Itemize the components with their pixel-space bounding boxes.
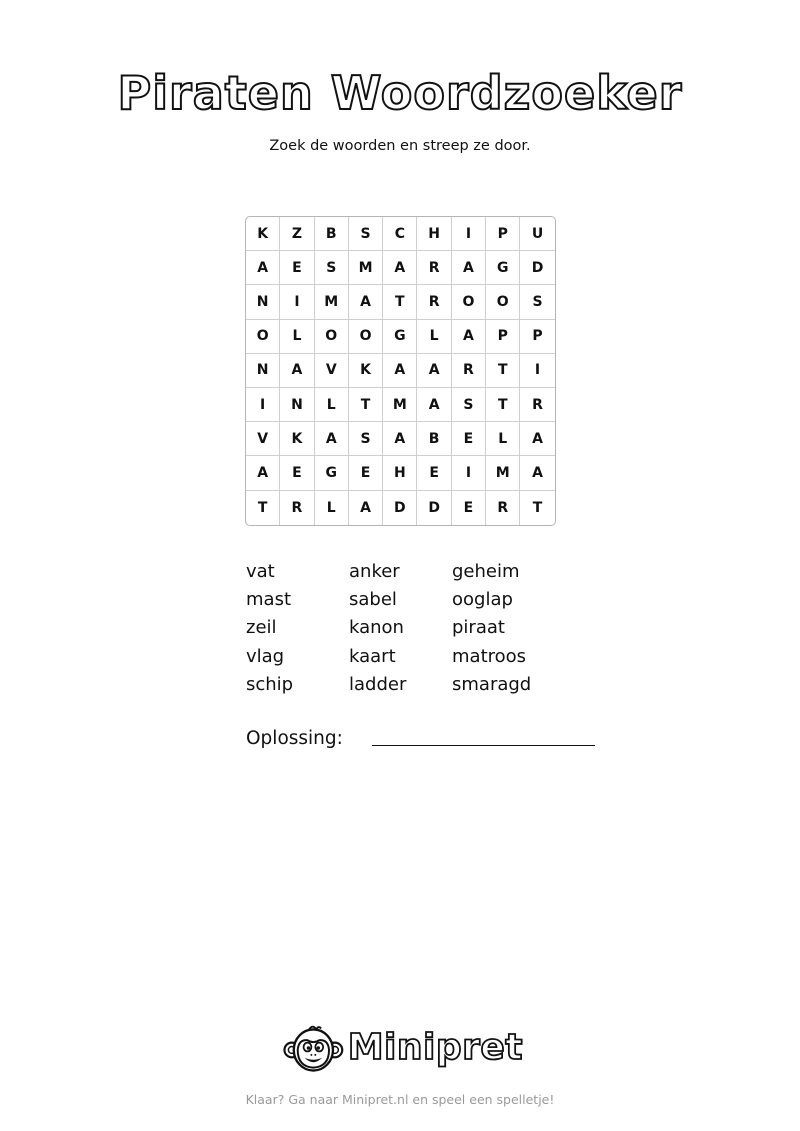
grid-cell[interactable]: S: [349, 217, 383, 251]
grid-cell[interactable]: A: [349, 491, 383, 525]
grid-cell[interactable]: T: [383, 285, 417, 319]
grid-cell[interactable]: T: [486, 354, 520, 388]
monkey-face-icon: [283, 1020, 344, 1076]
grid-cell[interactable]: R: [486, 491, 520, 525]
grid-cell[interactable]: M: [349, 251, 383, 285]
grid-cell[interactable]: A: [417, 354, 451, 388]
grid-cell[interactable]: S: [452, 388, 486, 422]
grid-cell[interactable]: T: [486, 388, 520, 422]
grid-cell[interactable]: M: [383, 388, 417, 422]
grid-cell[interactable]: D: [520, 251, 554, 285]
grid-cell[interactable]: C: [383, 217, 417, 251]
word-list-item: smaragd: [452, 673, 532, 695]
grid-cell[interactable]: I: [452, 456, 486, 490]
grid-cell[interactable]: T: [246, 491, 280, 525]
word-list-item: geheim: [452, 561, 520, 582]
word-list-item: matroos: [452, 645, 527, 667]
word-list-item: zeil: [246, 617, 277, 639]
grid-cell[interactable]: P: [486, 217, 520, 251]
grid-cell[interactable]: G: [486, 251, 520, 285]
grid-cell[interactable]: T: [349, 388, 383, 422]
grid-cell[interactable]: L: [417, 320, 451, 354]
grid-cell[interactable]: H: [383, 456, 417, 490]
word-list-item: piraat: [452, 617, 505, 639]
grid-cell[interactable]: K: [280, 422, 314, 456]
grid-cell[interactable]: B: [417, 422, 451, 456]
grid-cell[interactable]: E: [280, 251, 314, 285]
grid-cell[interactable]: A: [280, 354, 314, 388]
grid-cell[interactable]: S: [520, 285, 554, 319]
word-list-item: vlag: [246, 645, 285, 667]
grid-cell[interactable]: M: [486, 456, 520, 490]
grid-cell[interactable]: L: [486, 422, 520, 456]
minipret-logo: [283, 1018, 523, 1078]
grid-cell[interactable]: S: [315, 251, 349, 285]
grid-cell[interactable]: A: [520, 456, 554, 490]
solution-answer-line[interactable]: [372, 745, 595, 746]
word-list-item: mast: [246, 589, 291, 611]
word-list-item: kanon: [349, 617, 404, 639]
grid-cell[interactable]: U: [520, 217, 554, 251]
grid-cell[interactable]: V: [246, 422, 280, 456]
grid-cell[interactable]: K: [349, 354, 383, 388]
word-list-item: sabel: [349, 589, 397, 611]
logo-wordmark: Minipret: [347, 1027, 523, 1068]
instructions: Zoek de woorden en streep ze door.: [269, 138, 531, 154]
grid-cell[interactable]: E: [280, 456, 314, 490]
grid-cell[interactable]: A: [246, 456, 280, 490]
grid-cell[interactable]: I: [280, 285, 314, 319]
grid-cell[interactable]: V: [315, 354, 349, 388]
grid-cell[interactable]: N: [246, 285, 280, 319]
grid-cell[interactable]: E: [349, 456, 383, 490]
grid-cell[interactable]: P: [486, 320, 520, 354]
grid-cell[interactable]: M: [315, 285, 349, 319]
grid-cell[interactable]: G: [315, 456, 349, 490]
grid-cell[interactable]: K: [246, 217, 280, 251]
solution-label: Oplossing:: [246, 728, 343, 749]
grid-cell[interactable]: L: [280, 320, 314, 354]
grid-cell[interactable]: A: [315, 422, 349, 456]
grid-cell[interactable]: A: [383, 251, 417, 285]
grid-cell[interactable]: R: [520, 388, 554, 422]
grid-cell[interactable]: L: [315, 388, 349, 422]
grid-cell[interactable]: E: [452, 491, 486, 525]
word-list-item: ooglap: [452, 589, 513, 611]
grid-cell[interactable]: R: [417, 251, 451, 285]
grid-cell[interactable]: T: [532, 499, 543, 516]
grid-cell[interactable]: D: [383, 491, 417, 525]
word-list-item: schip: [246, 673, 294, 695]
grid-cell[interactable]: A: [452, 320, 486, 354]
grid-cell[interactable]: E: [452, 422, 486, 456]
grid-cell[interactable]: A: [383, 422, 417, 456]
grid-cell[interactable]: H: [417, 217, 451, 251]
grid-cell[interactable]: A: [520, 422, 554, 456]
grid-cell[interactable]: I: [246, 388, 280, 422]
word-list-item: ladder: [349, 673, 407, 695]
word-search-grid: [245, 216, 556, 526]
grid-cell[interactable]: I: [452, 217, 486, 251]
grid-cell[interactable]: A: [383, 354, 417, 388]
grid-cell[interactable]: O: [349, 320, 383, 354]
grid-cell[interactable]: Z: [280, 217, 314, 251]
grid-cell[interactable]: A: [452, 251, 486, 285]
grid-cell[interactable]: I: [520, 354, 554, 388]
grid-cell[interactable]: O: [246, 320, 280, 354]
grid-cell[interactable]: S: [349, 422, 383, 456]
grid-cell[interactable]: P: [520, 320, 554, 354]
word-list: [246, 558, 572, 699]
grid-cell[interactable]: O: [486, 285, 520, 319]
grid-cell[interactable]: O: [452, 285, 486, 319]
word-list-item: anker: [349, 561, 400, 582]
grid-cell[interactable]: A: [246, 251, 280, 285]
grid-cell[interactable]: A: [349, 285, 383, 319]
grid-cell[interactable]: N: [246, 354, 280, 388]
word-list-item: vat: [246, 561, 275, 582]
grid-cell[interactable]: A: [417, 388, 451, 422]
grid-cell[interactable]: R: [417, 285, 451, 319]
grid-cell[interactable]: R: [452, 354, 486, 388]
grid-cell[interactable]: N: [280, 388, 314, 422]
grid-cell[interactable]: B: [315, 217, 349, 251]
grid-cell[interactable]: R: [280, 491, 314, 525]
footer-text: Klaar? Ga naar Minipret.nl en speel een spelletje!: [245, 1092, 555, 1107]
page-title: Piraten Woordzoeker: [117, 66, 683, 120]
grid-cell[interactable]: D: [417, 491, 451, 525]
grid-cell[interactable]: L: [315, 491, 349, 525]
grid-cell[interactable]: E: [417, 456, 451, 490]
grid-cell[interactable]: O: [315, 320, 349, 354]
grid-cell[interactable]: G: [383, 320, 417, 354]
word-list-item: kaart: [349, 645, 396, 667]
